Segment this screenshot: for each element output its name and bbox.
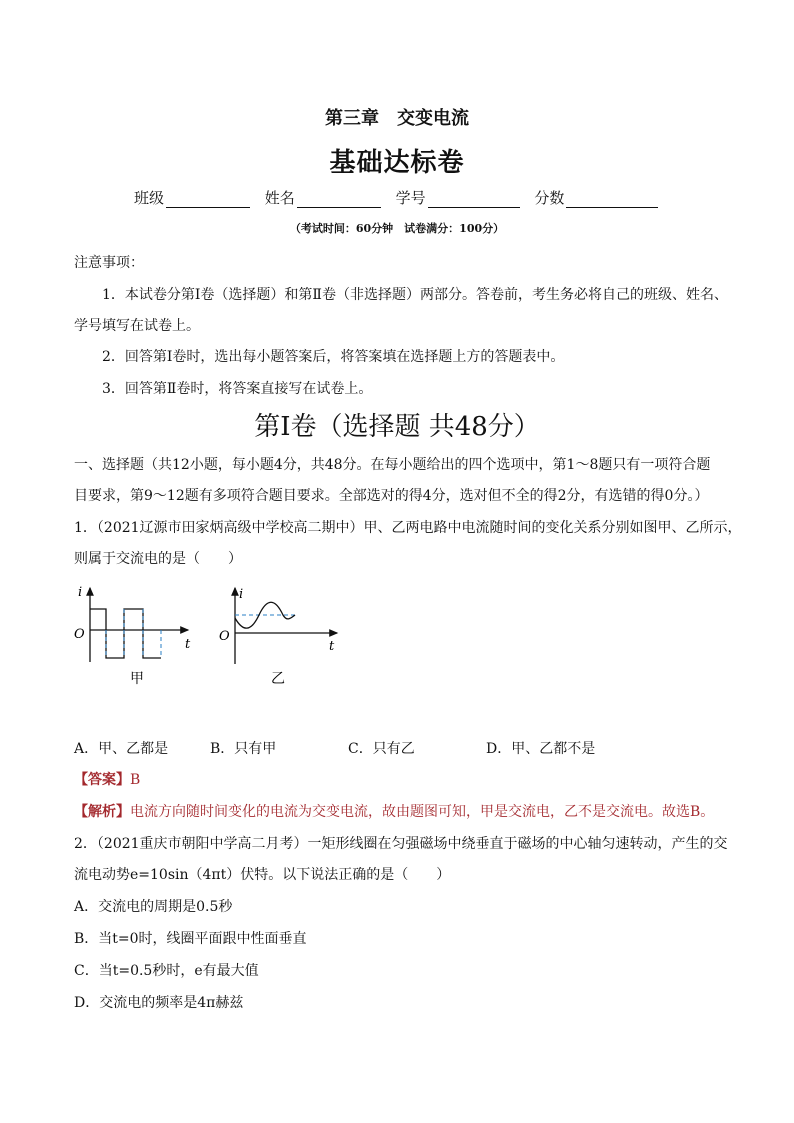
q1-answer [74, 769, 140, 789]
q1-option-c[interactable]: C．只有乙 [348, 741, 415, 757]
student-id-blank[interactable] [428, 191, 520, 208]
name-blank[interactable] [297, 191, 381, 208]
origin-label: O [74, 627, 85, 642]
answer-tag: 【答案】 [74, 772, 130, 788]
section-instructions: 一、选择题（共12小题，每小题4分，共48分。在每小题给出的四个选项中，第1～8题只有一项符合题 [74, 457, 711, 473]
note-item-1: 1．本试卷分第Ⅰ卷（选择题）和第Ⅱ卷（非选择题）两部分。答卷前，考生务必将自己的班级、姓名、 [102, 287, 728, 303]
q2-option-b[interactable]: B．当t=0时，线圈平面跟中性面垂直 [74, 931, 307, 947]
analysis-tag: 【解析】 [74, 804, 130, 820]
q2-stem-cont: 流电动势e=10sin（4πt）伏特。以下说法正确的是（ ） [74, 867, 451, 883]
q2-option-d[interactable]: D．交流电的频率是4π赫兹 [74, 995, 244, 1011]
paper-subtitle: 基础达标卷 [329, 148, 465, 178]
q1-option-b[interactable]: B．只有甲 [210, 741, 277, 757]
q1-analysis [74, 801, 714, 821]
q1-stem: 1．（2021辽源市田家炳高级中学校高二期中）甲、乙两电路中电流随时间的变化关系分别如图甲、乙所示， [74, 520, 742, 536]
y-axis-label: i [239, 587, 244, 602]
student-info-fields [134, 187, 658, 208]
class-label: 班级 [134, 189, 165, 207]
figure-jia [70, 580, 200, 690]
origin-label: O [219, 629, 230, 644]
q2-option-a[interactable]: A．交流电的周期是0.5秒 [74, 899, 233, 915]
student-id-label: 学号 [395, 189, 426, 207]
x-axis-label: t [329, 639, 335, 654]
exam-info: （考试时间：60分钟 试卷满分：100分） [289, 222, 505, 235]
q1-option-a[interactable]: A．甲、乙都是 [74, 741, 169, 757]
section-title: 第Ⅰ卷（选择题 共48分） [254, 412, 540, 442]
section-instructions-cont: 目要求，第9～12题有多项符合题目要求。全部选对的得4分，选对但不全的得2分，有选错的得0分。） [74, 488, 709, 504]
caption-jia: 甲 [130, 671, 144, 687]
y-axis-label: i [78, 585, 83, 600]
chapter-title: 第三章 交变电流 [325, 108, 469, 129]
q2-stem: 2．（2021重庆市朝阳中学高二月考）一矩形线圈在匀强磁场中绕垂直于磁场的中心轴匀速转动，产生的交 [74, 836, 728, 852]
q2-option-c[interactable]: C．当t=0.5秒时，e有最大值 [74, 963, 259, 979]
score-label: 分数 [534, 189, 565, 207]
name-label: 姓名 [264, 189, 295, 207]
q1-option-d[interactable]: D．甲、乙都不是 [486, 741, 596, 757]
analysis-text: 电流方向随时间变化的电流为交变电流，故由题图可知，甲是交流电，乙不是交流电。故选B。 [130, 804, 715, 820]
q1-stem-cont: 则属于交流电的是（ ） [74, 551, 242, 567]
class-blank[interactable] [166, 191, 250, 208]
note-item-2: 2．回答第Ⅰ卷时，选出每小题答案后，将答案填在选择题上方的答题表中。 [102, 349, 565, 365]
square-wave [90, 609, 161, 658]
score-blank[interactable] [566, 191, 658, 208]
note-item-3: 3．回答第Ⅱ卷时，将答案直接写在试卷上。 [102, 381, 373, 397]
notes-title: 注意事项： [74, 255, 144, 271]
x-axis-label: t [185, 637, 191, 652]
figure-yi [215, 580, 345, 690]
dashed-guides [106, 609, 161, 658]
note-item-1-cont: 学号填写在试卷上。 [74, 318, 200, 334]
answer-value: B [130, 772, 141, 788]
caption-yi: 乙 [271, 671, 285, 687]
